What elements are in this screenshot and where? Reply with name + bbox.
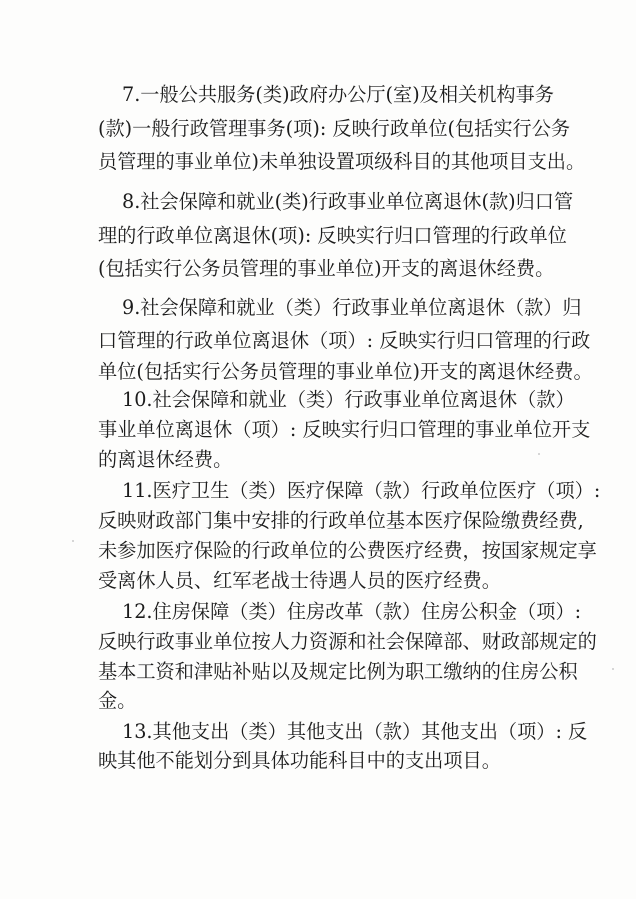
text-line: 理的行政单位离退休(项): 反映实行归口管理的行政单位 (98, 224, 567, 247)
scan-speck (538, 453, 540, 455)
text-line: 10.社会保障和就业（类）行政事业单位离退休（款） (122, 388, 575, 411)
text-line: 9.社会保障和就业（类）行政事业单位离退休（款）归 (122, 296, 582, 319)
text-line: 金。 (98, 689, 137, 712)
text-line: 事业单位离退休（项）: 反映实行归口管理的事业单位开支 (98, 418, 591, 441)
text-line: 未参加医疗保险的行政单位的公费医疗经费，按国家规定享 (98, 539, 597, 562)
text-line: 8.社会保障和就业(类)行政事业单位离退休(款)归口管 (122, 190, 574, 213)
text-line: 7.一般公共服务(类)政府办公厅(室)及相关机构事务 (122, 83, 554, 106)
text-line: 员管理的事业单位)未单独设置项级科目的其他项目支出。 (98, 150, 586, 173)
text-line: 12.住房保障（类）住房改革（款）住房公积金（项）: (122, 600, 582, 623)
text-line: 基本工资和津贴补贴以及规定比例为职工缴纳的住房公积 (98, 660, 578, 683)
text-line: 反映财政部门集中安排的行政单位基本医疗保险缴费经费, (98, 509, 584, 532)
text-line: 受离休人员、红军老战士待遇人员的医疗经费。 (98, 569, 501, 592)
text-line: 的离退休经费。 (98, 448, 233, 471)
text-line: 映其他不能划分到具体功能科目中的支出项目。 (98, 749, 501, 772)
scan-speck (72, 540, 74, 542)
text-line: 11.医疗卫生（类）医疗保障（款）行政单位医疗（项）: (122, 479, 601, 502)
text-line: 反映行政事业单位按人力资源和社会保障部、财政部规定的 (98, 630, 597, 653)
text-line: (款)一般行政管理事务(项): 反映行政单位(包括实行公务 (98, 117, 571, 140)
text-line: 单位(包括实行公务员管理的事业单位)开支的离退休经费。 (98, 360, 593, 383)
text-line: 13.其他支出（类）其他支出（款）其他支出（项）: 反 (122, 720, 588, 743)
text-line: (包括实行公务员管理的事业单位)开支的离退休经费。 (98, 257, 555, 280)
scan-speck (612, 668, 614, 670)
text-line: 口管理的行政单位离退休（项）: 反映实行归口管理的行政 (98, 329, 591, 352)
